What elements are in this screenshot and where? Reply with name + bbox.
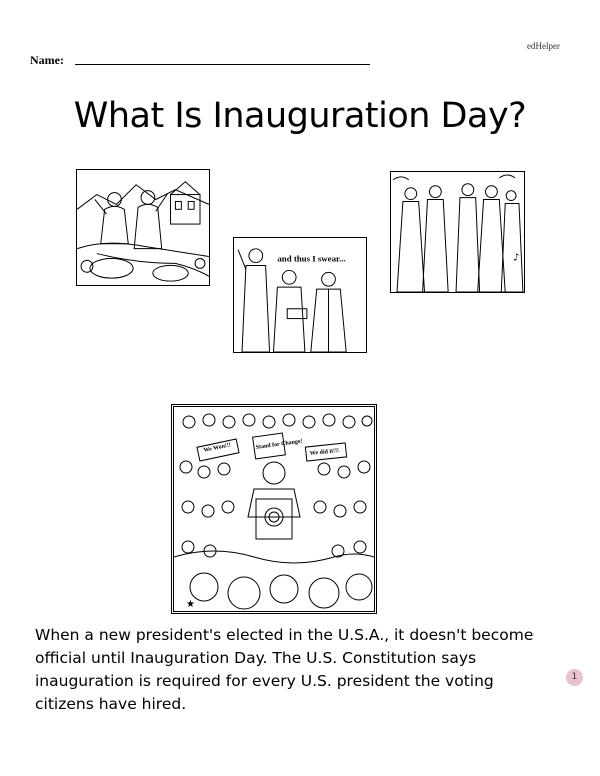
crowd-sign-text: Stand for Change! xyxy=(255,438,304,451)
svg-text:♪: ♪ xyxy=(513,252,520,264)
name-field xyxy=(30,51,370,71)
name-label: Name: xyxy=(30,53,64,67)
name-line[interactable] xyxy=(75,64,370,65)
crowd-heads xyxy=(180,414,372,557)
page-number-badge: 1 xyxy=(566,669,583,686)
crowd-sign-text: We Won!!! xyxy=(203,442,232,454)
inaugural-ball-illustration xyxy=(390,171,525,293)
oath-swearing-illustration xyxy=(233,237,367,353)
crowd-sign-text: We did it!!! xyxy=(309,447,340,457)
intro-paragraph: When a new president's elected in the U.S.A., it doesn't become official until Inauguration Day. The U.S. Constitution says inauguration is required for every U.S. president the voting citizens have hired. xyxy=(35,626,534,713)
brand-label: edHelper xyxy=(527,41,560,51)
oath-speech-bubble: and thus I swear... xyxy=(277,253,346,264)
parade-car-illustration xyxy=(76,169,210,286)
crowd-speech-illustration xyxy=(171,404,377,614)
svg-text:★: ★ xyxy=(186,599,195,610)
page-title: What Is Inauguration Day? xyxy=(73,96,527,136)
